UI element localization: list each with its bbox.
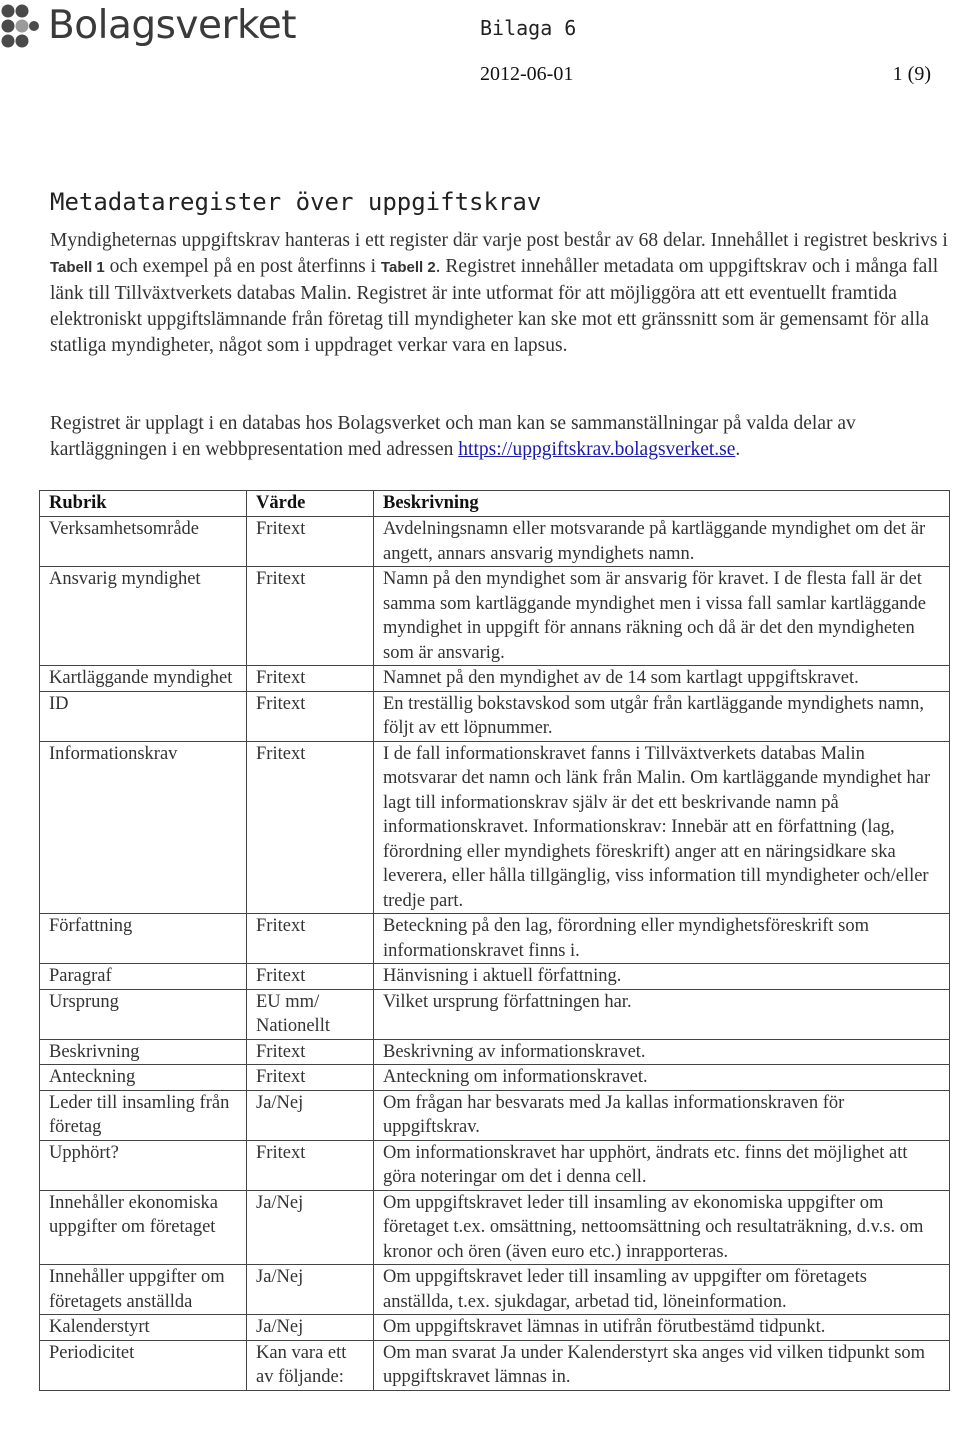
rubrik-cell: Verksamhetsområde [40,517,247,567]
varde-cell: Fritext [247,1065,374,1091]
page-number: 1 (9) [892,63,931,85]
header-row [40,491,950,517]
table-row [40,567,950,666]
uppgiftskrav-link[interactable]: https://uppgiftskrav.bolagsverket.se [458,439,736,460]
varde-cell: Fritext [247,741,374,914]
beskrivning-cell: Vilket ursprung författningen har. [374,989,950,1039]
rubrik-cell: Innehåller ekonomiska uppgifter om företaget [40,1190,247,1265]
varde-cell: Fritext [247,964,374,990]
table-header [40,491,950,517]
rubrik-cell: Ursprung [40,989,247,1039]
intro-text-a: Myndigheternas uppgiftskrav hanteras i ett register där varje post består av 68 delar. Innehållet i registret beskrivs i [50,230,948,251]
beskrivning-cell: Om uppgiftskravet lämnas in utifrån förutbestämd tidpunkt. [374,1315,950,1341]
beskrivning-cell: Om man svarat Ja under Kalenderstyrt ska anges vid vilken tidpunkt som uppgiftskravet lämnas in. [374,1340,950,1390]
beskrivning-cell: I de fall informationskravet fanns i Tillväxtverkets databas Malin motsvarar det namn och länk från Malin. Om kartläggande myndighet har lagt till informationskrav själv är det ett beskrivande namn på informationskravet. Informationskrav: Innebär att en författning (lag, förordning eller myndighets föreskrift) anger att en näringsidkare ska leverera, eller hålla tillgänglig, viss information till myndigheter och/eller tredje part. [374,741,950,914]
table-row [40,914,950,964]
rubrik-cell: Periodicitet [40,1340,247,1390]
table-1-reference: Tabell 1 [50,259,105,276]
table-row [40,964,950,990]
beskrivning-cell: Beteckning på den lag, förordning eller myndighetsföreskrift som informationskravet finns i. [374,914,950,964]
rubrik-cell: Upphört? [40,1140,247,1190]
table-row [40,989,950,1039]
varde-cell: Fritext [247,1140,374,1190]
logo-wordmark: Bolagsverket [48,3,297,48]
rubrik-cell: Kalenderstyrt [40,1315,247,1341]
rubrik-cell: Författning [40,914,247,964]
beskrivning-cell: Beskrivning av informationskravet. [374,1039,950,1065]
header-varde: Värde [247,491,374,517]
intro-paragraph [50,228,954,359]
table-row [40,1065,950,1091]
varde-cell: EU mm/ Nationellt [247,989,374,1039]
logo-dots-icon [0,3,40,49]
varde-cell: Ja/Nej [247,1315,374,1341]
rubrik-cell: Anteckning [40,1065,247,1091]
beskrivning-cell: Anteckning om informationskravet. [374,1065,950,1091]
database-paragraph [50,411,954,463]
table-row [40,666,950,692]
header-beskrivning: Beskrivning [374,491,950,517]
table-row [40,741,950,914]
beskrivning-cell: Om informationskravet har upphört, ändrats etc. finns det möjlighet att göra noteringar om det i denna cell. [374,1140,950,1190]
table-row [40,1265,950,1315]
varde-cell: Fritext [247,517,374,567]
header-rubrik: Rubrik [40,491,247,517]
varde-cell: Fritext [247,666,374,692]
rubrik-cell: Leder till insamling från företag [40,1090,247,1140]
table-body [40,517,950,1391]
varde-cell: Ja/Nej [247,1090,374,1140]
beskrivning-cell: Om frågan har besvarats med Ja kallas informationskraven för uppgiftskrav. [374,1090,950,1140]
table-row [40,1315,950,1341]
beskrivning-cell: Om uppgiftskravet leder till insamling av ekonomiska uppgifter om företaget t.ex. omsättning, nettoomsättning och resultaträkning, d.v.s. om kronor och ören (även euro etc.) inrapporteras. [374,1190,950,1265]
intro-text-b: och exempel på en post återfinns i [104,256,381,277]
varde-cell: Ja/Nej [247,1265,374,1315]
appendix-label: Bilaga 6 [480,16,577,40]
varde-cell: Fritext [247,691,374,741]
beskrivning-cell: Om uppgiftskravet leder till insamling av uppgifter om företagets anställda, t.ex. sjukdagar, arbetad tid, löneinformation. [374,1265,950,1315]
table-row [40,1190,950,1265]
table-row [40,517,950,567]
rubrik-cell: ID [40,691,247,741]
beskrivning-cell: Namn på den myndighet som är ansvarig för kravet. I de flesta fall är det samma som kartläggande myndighet men i vissa fall samlar kartläggande myndighet in uppgift för annans räkning och då är det den myndigheten som är ansvarig. [374,567,950,666]
intro-text-c: . Registret innehåller metadata om uppgiftskrav och i många fall länk till Tillväxtverkets databas Malin. Registret är inte utformat för att möjliggöra att ett eventuellt framtida elektroniskt uppgiftslämnande från företag till myndigheter kan ske mot ett gränssnitt som är gemensamt för alla statliga myndigheter, något som i uppdraget verkar vara en lapsus. [50,256,939,356]
rubrik-cell: Informationskrav [40,741,247,914]
rubrik-cell: Beskrivning [40,1039,247,1065]
document-title: Metadataregister över uppgiftskrav [50,188,542,216]
varde-cell: Fritext [247,914,374,964]
table-row [40,1039,950,1065]
bolagsverket-logo [0,2,296,50]
rubrik-cell: Paragraf [40,964,247,990]
beskrivning-cell: Namnet på den myndighet av de 14 som kartlagt uppgiftskravet. [374,666,950,692]
varde-cell: Fritext [247,567,374,666]
table-2-reference: Tabell 2 [380,259,436,276]
table-row [40,691,950,741]
database-text-b: . [735,439,741,460]
database-text-a: Registret är upplagt i en databas hos Bolagsverket och man kan se sammanställningar på valda delar av kartläggningen i en webbpresentation med adressen [50,413,856,460]
varde-cell: Kan vara ett av följande: [247,1340,374,1390]
table-row [40,1090,950,1140]
table-row [40,1140,950,1190]
rubrik-cell: Ansvarig myndighet [40,567,247,666]
varde-cell: Ja/Nej [247,1190,374,1265]
varde-cell: Fritext [247,1039,374,1065]
beskrivning-cell: Avdelningsnamn eller motsvarande på kartläggande myndighet om det är angett, annars ansvarig myndighets namn. [374,517,950,567]
rubrik-cell: Kartläggande myndighet [40,666,247,692]
document-date: 2012-06-01 [480,63,574,85]
beskrivning-cell: En treställig bokstavskod som utgår från kartläggande myndighets namn, följt av ett löpnummer. [374,691,950,741]
beskrivning-cell: Hänvisning i aktuell författning. [374,964,950,990]
rubrik-cell: Innehåller uppgifter om företagets anställda [40,1265,247,1315]
page-header [0,0,960,85]
metadata-table [39,490,950,1391]
table-row [40,1340,950,1390]
